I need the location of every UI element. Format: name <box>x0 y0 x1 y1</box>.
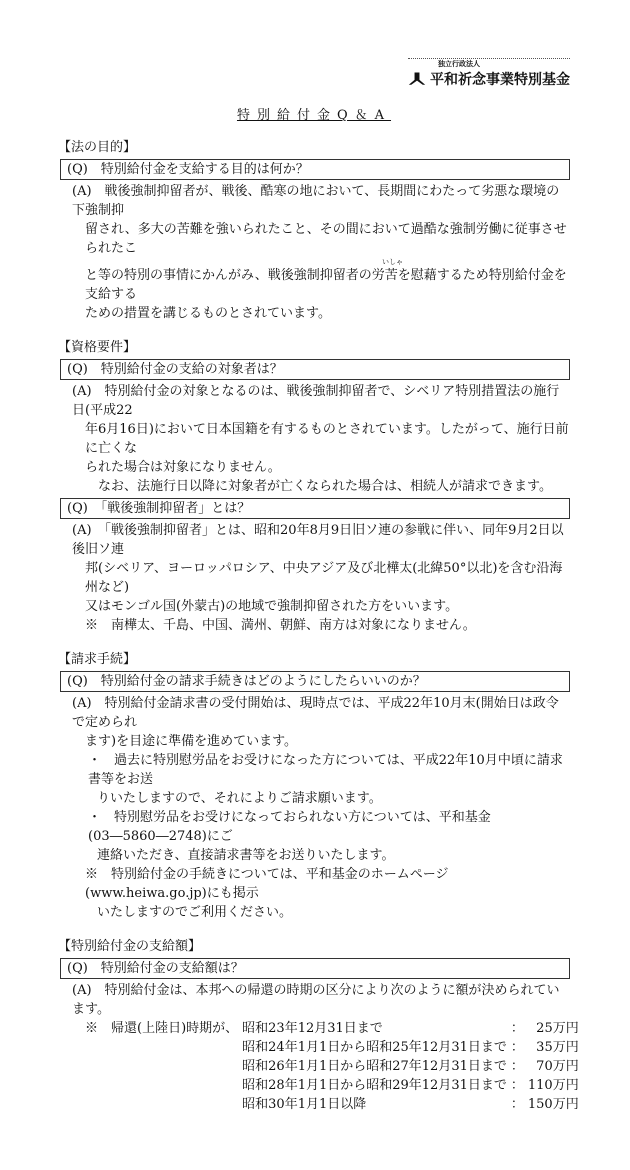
amount-value: 110万円 <box>527 1078 579 1093</box>
amount-period: 昭和24年1月1日から昭和25年12月31日まで <box>242 1040 507 1055</box>
answer-line: なお、法施行日以降に対象者が亡くなられた場合は、相続人が請求できます。 <box>85 479 552 494</box>
amount-value: 25万円 <box>536 1021 579 1036</box>
empty-cell <box>85 1057 242 1076</box>
amount-period: 昭和23年12月31日まで <box>242 1021 383 1036</box>
logo-name: 平和祈念事業特別基金 <box>430 72 570 88</box>
section-eligibility <box>58 339 570 635</box>
amount-period: 昭和26年1月1日から昭和27年12月31日まで <box>242 1059 507 1074</box>
colon: ： <box>510 1078 524 1093</box>
logo-mark-icon <box>408 71 426 87</box>
question-box: (Q) 特別給付金を支給する目的は何か？ <box>60 159 570 180</box>
page-title: 特別給付金Q＆A <box>236 108 392 123</box>
amount-value: 35万円 <box>536 1040 579 1055</box>
colon: ： <box>510 1097 524 1112</box>
amount-prefix: ※ 帰還(上陸日)時期が、 <box>85 1021 239 1036</box>
answer-line: 又はモンゴル国(外蒙古)の地域で強制抑留された方をいいます。 <box>85 599 459 614</box>
question-box: (Q) 特別給付金の支給の対象者は？ <box>60 359 570 380</box>
note-line: ※ 特別給付金の手続きについては、平和基金のホームページ(www.heiwa.go.jp)にも掲示 <box>85 867 449 901</box>
amount-row <box>85 1095 583 1114</box>
bullet-line: ・ 過去に特別慰労品をお受けになった方については、平成22年10月中頃に請求書等をお送 <box>88 753 563 787</box>
logo-divider <box>408 58 570 59</box>
answer-line: られた場合は対象になりません。 <box>85 460 281 475</box>
colon: ： <box>510 1040 524 1055</box>
amount-row <box>85 1076 583 1095</box>
section-heading: 【法の目的】 <box>58 140 137 155</box>
answer-line: 邦(シベリア、ヨーロッパロシア、中央アジア及び北樺太(北緯50°以北)を含む沿海州など) <box>85 561 563 595</box>
answer-line: (A) 特別給付金は、本邦への帰還の時期の区分により次のように額が決められています。 <box>72 983 560 1017</box>
bullet-line: りいたしますので、それによりご請求願います。 <box>97 791 382 806</box>
answer-line: (A) 特別給付金の対象となるのは、戦後強制抑留者で、シベリア特別措置法の施行日(平成22 <box>72 384 560 418</box>
section-procedure <box>58 651 570 922</box>
answer-line: ※ 南樺太、千島、中国、満州、朝鮮、南方は対象になりません。 <box>85 618 476 633</box>
amount-row <box>85 1057 583 1076</box>
ruby-reading: いしゃ <box>382 258 403 266</box>
question-box: (Q) 特別給付金の請求手続きはどのようにしたらいいのか？ <box>60 671 570 692</box>
question-box: (Q) 特別給付金の支給額は？ <box>60 958 570 979</box>
logo-subtitle: 独立行政法人 <box>438 60 480 68</box>
colon: ： <box>510 1059 524 1074</box>
answer-line: (A) 「戦後強制抑留者」とは、昭和20年8月9日旧ソ連の参戦に伴い、同年9月2日以後旧ソ連 <box>72 523 564 557</box>
answer-line: (A) 特別給付金請求書の受付開始は、現時点では、平成22年10月末(開始日は政令で定められ <box>72 696 559 730</box>
answer-line: ます)を目途に準備を進めています。 <box>85 734 298 749</box>
organization-logo <box>408 58 570 89</box>
amount-row <box>85 1019 583 1038</box>
section-amount <box>58 938 579 1114</box>
amount-table <box>85 1019 583 1114</box>
section-purpose <box>58 139 570 323</box>
colon: ： <box>510 1021 524 1036</box>
section-heading: 【資格要件】 <box>58 340 137 355</box>
amount-row <box>85 1038 583 1057</box>
question-box: (Q) 「戦後強制抑留者」とは？ <box>60 498 570 519</box>
answer-line: 留され、多大の苦難を強いられたこと、その間において過酷な強制労働に従事させられたこ <box>85 222 567 256</box>
answer-line: ための措置を講じるものとされています。 <box>85 306 331 321</box>
answer-line: 年6月16日)において日本国籍を有するものとされています。したがって、施行日前に亡くな <box>85 422 569 456</box>
empty-cell <box>85 1038 242 1057</box>
answer-line: (A) 戦後強制抑留者が、戦後、酷寒の地において、長期間にわたって劣悪な環境の下強制抑 <box>72 184 560 218</box>
section-heading: 【請求手続】 <box>58 652 137 667</box>
section-heading: 【特別給付金の支給額】 <box>58 939 202 954</box>
empty-cell <box>85 1095 242 1114</box>
amount-value: 150万円 <box>527 1097 579 1112</box>
answer-line: と等の特別の事情にかんがみ、戦後強制抑留者の労苦を慰藉するため特別給付金を支給する <box>85 268 567 302</box>
bullet-line: ・ 特別慰労品をお受けになっておられない方については、平和基金(03―5860―2748)にご <box>88 810 491 844</box>
bullet-line: 連絡いただき、直接請求書等をお送りいたします。 <box>97 848 395 863</box>
note-line: いたしますのでご利用ください。 <box>97 905 293 920</box>
amount-period: 昭和30年1月1日以降 <box>242 1097 367 1112</box>
amount-period: 昭和28年1月1日から昭和29年12月31日まで <box>242 1078 507 1093</box>
empty-cell <box>85 1076 242 1095</box>
amount-value: 70万円 <box>536 1059 579 1074</box>
